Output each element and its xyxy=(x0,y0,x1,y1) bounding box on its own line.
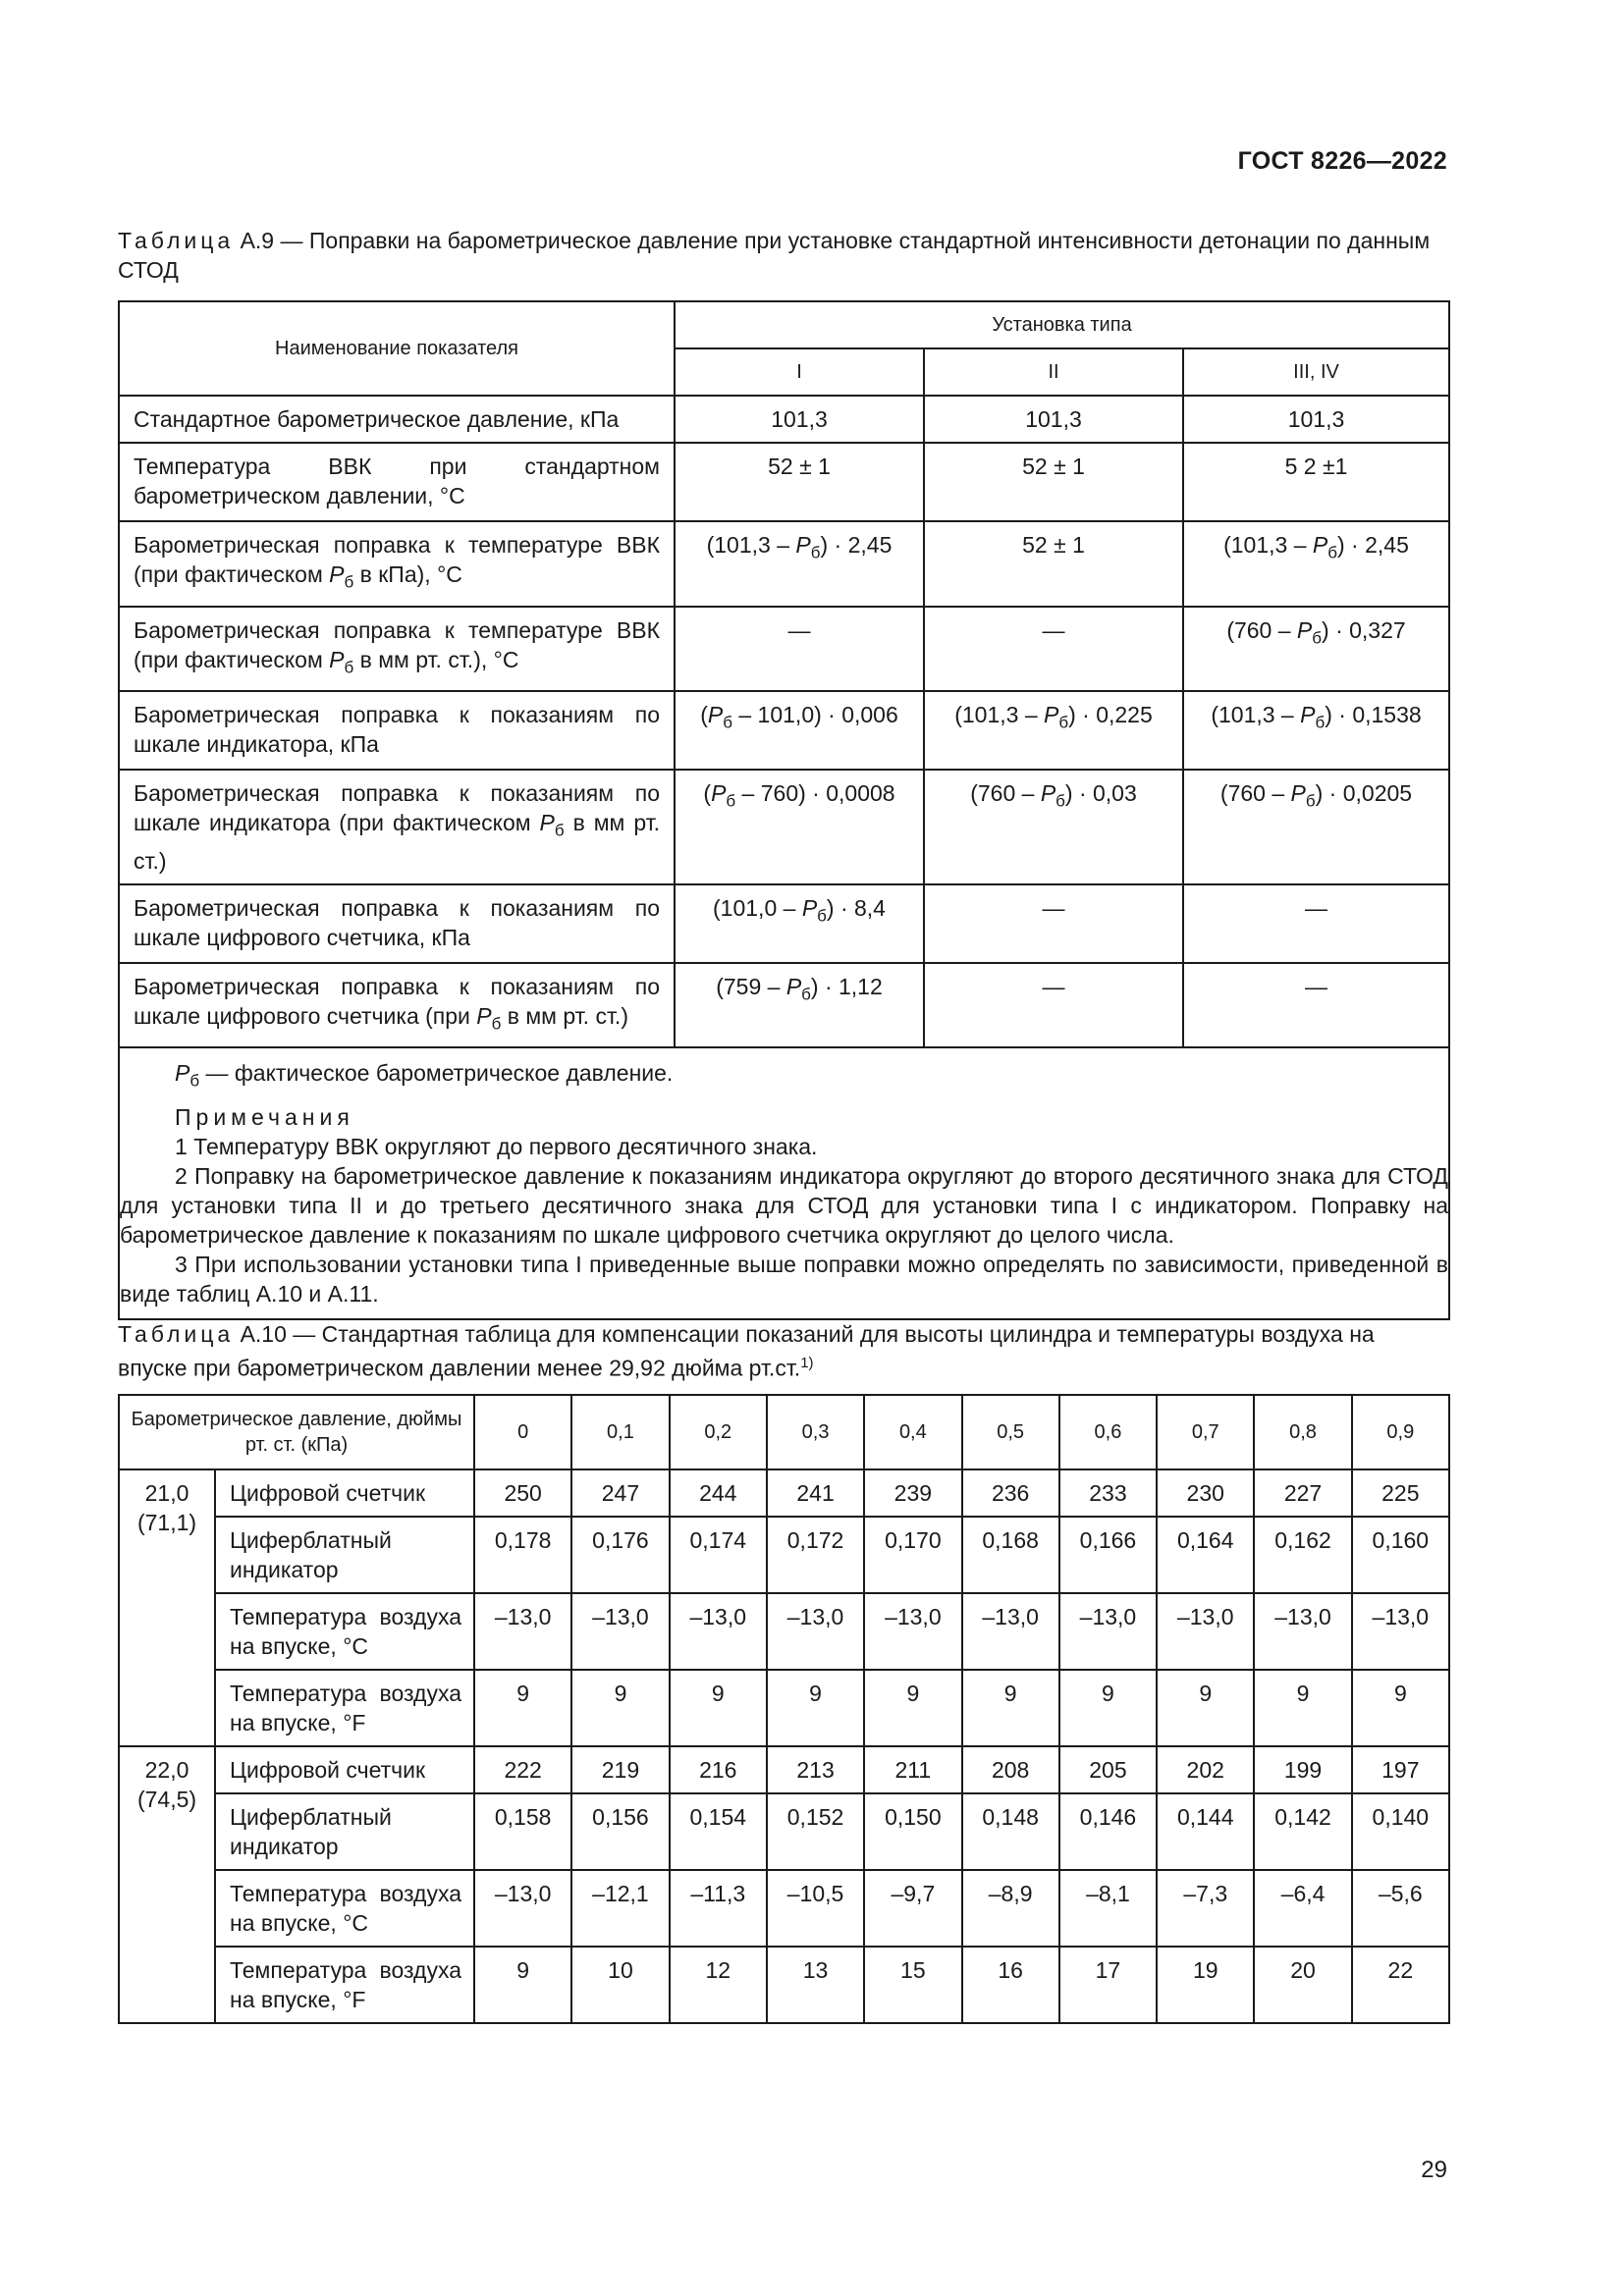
document-id: ГОСТ 8226—2022 xyxy=(1237,147,1447,175)
table-cell: 101,3 xyxy=(675,396,924,443)
table-row xyxy=(119,1746,1449,1793)
table-cell: — xyxy=(924,963,1183,1048)
row-label: Циферблатный индикатор xyxy=(215,1793,474,1870)
table-row xyxy=(119,770,1449,884)
table-cell: 0,162 xyxy=(1254,1517,1351,1593)
table-cell: 0,166 xyxy=(1059,1517,1157,1593)
table-cell: –13,0 xyxy=(962,1593,1059,1670)
table-cell: 0,178 xyxy=(474,1517,571,1593)
table-cell: –13,0 xyxy=(1352,1593,1449,1670)
table-a9-caption-word: Таблица xyxy=(118,228,235,253)
row-label: Температура воздуха на впуске, °F xyxy=(215,1670,474,1746)
table-cell: — xyxy=(1183,963,1449,1048)
table-row xyxy=(119,1870,1449,1947)
table-cell: 52 ± 1 xyxy=(675,443,924,521)
row-label: Цифровой счетчик xyxy=(215,1469,474,1517)
table-cell: 239 xyxy=(864,1469,961,1517)
table-row xyxy=(119,963,1449,1048)
note-item: 3 При использовании установки типа I приведенные выше поправки можно определять по зависимости, приведенной в виде таблиц А.10 и А.11. xyxy=(120,1251,1448,1307)
table-row xyxy=(119,1593,1449,1670)
table-cell: $(760 - P_б) \cdot 0,327$ xyxy=(1183,607,1449,692)
table-cell: 0,154 xyxy=(670,1793,767,1870)
column-header-decimal: 0,3 xyxy=(767,1395,864,1469)
table-cell: 9 xyxy=(1352,1670,1449,1746)
table-cell: –8,9 xyxy=(962,1870,1059,1947)
row-label: Температура воздуха на впуске, °С xyxy=(215,1593,474,1670)
table-cell: 20 xyxy=(1254,1947,1351,2023)
table-cell: –13,0 xyxy=(1157,1593,1254,1670)
table-cell: 101,3 xyxy=(924,396,1183,443)
table-cell: $(101,3 - P_б) \cdot 2,45$ xyxy=(1183,521,1449,607)
page-number: 29 xyxy=(1421,2157,1447,2183)
table-row xyxy=(119,443,1449,521)
table-cell: 0,150 xyxy=(864,1793,961,1870)
table-cell: –8,1 xyxy=(1059,1870,1157,1947)
table-cell: –12,1 xyxy=(571,1870,669,1947)
table-a9-caption-text: А.9 — Поправки на барометрическое давление при установке стандартной интенсивности детонации по данным СТОД xyxy=(118,228,1431,283)
table-cell: — xyxy=(1183,884,1449,963)
table-row xyxy=(119,521,1449,607)
table-cell: — xyxy=(924,884,1183,963)
table-cell: 0,140 xyxy=(1352,1793,1449,1870)
table-cell: 9 xyxy=(670,1670,767,1746)
table-cell: 17 xyxy=(1059,1947,1157,2023)
table-cell: 250 xyxy=(474,1469,571,1517)
table-cell: 0,164 xyxy=(1157,1517,1254,1593)
table-cell: $(101,3 - P_б) \cdot 0,1538$ xyxy=(1183,691,1449,770)
table-cell: 52 ± 1 xyxy=(924,443,1183,521)
row-label: Цифровой счетчик xyxy=(215,1746,474,1793)
column-header-decimal: 0,2 xyxy=(670,1395,767,1469)
table-cell: –13,0 xyxy=(767,1593,864,1670)
table-cell: –13,0 xyxy=(571,1593,669,1670)
table-cell: 211 xyxy=(864,1746,961,1793)
table-a9 xyxy=(118,300,1450,1320)
table-cell: 213 xyxy=(767,1746,864,1793)
table-row xyxy=(119,1793,1449,1870)
table-cell: –13,0 xyxy=(474,1593,571,1670)
table-cell: –10,5 xyxy=(767,1870,864,1947)
table-cell: 233 xyxy=(1059,1469,1157,1517)
table-cell: 199 xyxy=(1254,1746,1351,1793)
table-cell: 9 xyxy=(962,1670,1059,1746)
table-cell: 52 ± 1 xyxy=(924,521,1183,607)
column-header-decimal: 0,4 xyxy=(864,1395,961,1469)
row-label: Температура ВВК при стандартном барометрическом давлении, °С xyxy=(119,443,675,521)
table-cell: 9 xyxy=(474,1947,571,2023)
table-cell: 16 xyxy=(962,1947,1059,2023)
footnote-marker: 1) xyxy=(800,1355,814,1371)
table-cell: 0,146 xyxy=(1059,1793,1157,1870)
column-header-decimal: 0,1 xyxy=(571,1395,669,1469)
table-row xyxy=(119,1469,1449,1517)
column-header-decimal: 0,5 xyxy=(962,1395,1059,1469)
column-header-type: II xyxy=(924,348,1183,396)
table-cell: — xyxy=(924,607,1183,692)
table-a10 xyxy=(118,1394,1450,2024)
row-label: Барометрическая поправка к показаниям по шкале цифрового счетчика (при $P_б$ в мм рт. ст.) xyxy=(119,963,675,1048)
column-header-decimal: 0,6 xyxy=(1059,1395,1157,1469)
table-cell: –9,7 xyxy=(864,1870,961,1947)
table-cell: 0,172 xyxy=(767,1517,864,1593)
table-cell: 9 xyxy=(571,1670,669,1746)
column-header-name: Наименование показателя xyxy=(119,301,675,396)
table-cell: 22 xyxy=(1352,1947,1449,2023)
table-a9-notes xyxy=(119,1047,1449,1319)
table-row xyxy=(119,607,1449,692)
table-cell: –7,3 xyxy=(1157,1870,1254,1947)
table-cell: 9 xyxy=(474,1670,571,1746)
table-a10-caption-text: А.10 — Стандартная таблица для компенсации показаний для высоты цилиндра и температуры воздуха на впуске при барометрическом давлении менее 29,92 дюйма рт.ст. xyxy=(118,1321,1375,1381)
table-cell: 0,152 xyxy=(767,1793,864,1870)
table-cell: –13,0 xyxy=(670,1593,767,1670)
table-cell: 0,174 xyxy=(670,1517,767,1593)
table-cell: 205 xyxy=(1059,1746,1157,1793)
table-cell: 0,176 xyxy=(571,1517,669,1593)
row-label: Барометрическая поправка к показаниям по шкале индикатора (при фактическом $P_б$ в мм рт. ст.) xyxy=(119,770,675,884)
column-header-pressure: Барометрическое давление, дюймы рт. ст. (кПа) xyxy=(119,1395,474,1469)
table-cell: 101,3 xyxy=(1183,396,1449,443)
table-cell: 0,142 xyxy=(1254,1793,1351,1870)
table-cell: 19 xyxy=(1157,1947,1254,2023)
table-a10-caption-word: Таблица xyxy=(118,1321,235,1347)
column-header-decimal: 0 xyxy=(474,1395,571,1469)
table-row xyxy=(119,1670,1449,1746)
table-cell: 230 xyxy=(1157,1469,1254,1517)
table-cell: –11,3 xyxy=(670,1870,767,1947)
column-header-decimal: 0,8 xyxy=(1254,1395,1351,1469)
table-cell: $(760 - P_б) \cdot 0,03$ xyxy=(924,770,1183,884)
table-cell: –13,0 xyxy=(474,1870,571,1947)
table-a10-caption xyxy=(118,1319,1447,1383)
table-cell: 225 xyxy=(1352,1469,1449,1517)
legend-text: $P_б$ — фактическое барометрическое давление. xyxy=(175,1060,674,1091)
table-row xyxy=(119,1947,1449,2023)
table-cell: 0,156 xyxy=(571,1793,669,1870)
table-cell: $(P_б - 101,0) \cdot 0,006$ xyxy=(675,691,924,770)
column-header-group: Установка типа xyxy=(675,301,1449,348)
table-cell: — xyxy=(675,607,924,692)
table-cell: $(101,3 - P_б) \cdot 0,225$ xyxy=(924,691,1183,770)
table-cell: 0,148 xyxy=(962,1793,1059,1870)
table-cell: 219 xyxy=(571,1746,669,1793)
table-cell: 13 xyxy=(767,1947,864,2023)
table-cell: 9 xyxy=(767,1670,864,1746)
column-header-decimal: 0,9 xyxy=(1352,1395,1449,1469)
table-cell: 202 xyxy=(1157,1746,1254,1793)
table-cell: $(P_б - 760) \cdot 0,0008$ xyxy=(675,770,924,884)
table-cell: 247 xyxy=(571,1469,669,1517)
column-header-decimal: 0,7 xyxy=(1157,1395,1254,1469)
table-cell: –13,0 xyxy=(1254,1593,1351,1670)
table-cell: $(101,0 - P_б) \cdot 8,4$ xyxy=(675,884,924,963)
notes-title: Примечания xyxy=(175,1103,354,1130)
row-label: Барометрическая поправка к температуре ВВК (при фактическом $P_б$ в кПа), °С xyxy=(119,521,675,607)
table-row xyxy=(119,884,1449,963)
row-label: Температура воздуха на впуске, °С xyxy=(215,1870,474,1947)
table-cell: 0,158 xyxy=(474,1793,571,1870)
table-cell: 244 xyxy=(670,1469,767,1517)
table-cell: 222 xyxy=(474,1746,571,1793)
table-cell: 9 xyxy=(1157,1670,1254,1746)
table-cell: 0,170 xyxy=(864,1517,961,1593)
table-cell: 208 xyxy=(962,1746,1059,1793)
table-cell: 197 xyxy=(1352,1746,1449,1793)
table-cell: 0,144 xyxy=(1157,1793,1254,1870)
table-cell: 10 xyxy=(571,1947,669,2023)
pressure-group-label: 22,0 (74,5) xyxy=(119,1746,215,2023)
note-item: 2 Поправку на барометрическое давление к показаниям индикатора округляют до второго десятичного знака для СТОД для установки типа II и до третьего десятичного знака для СТОД для установки типа I с индикатором. Поправку на барометрическое давление к показаниям по шкале цифрового счетчика округляют до целого числа. xyxy=(120,1162,1448,1248)
table-cell: 5 2 ±1 xyxy=(1183,443,1449,521)
table-row xyxy=(119,1517,1449,1593)
table-a9-caption xyxy=(118,226,1447,285)
column-header-type: I xyxy=(675,348,924,396)
table-a9-body xyxy=(119,396,1449,1047)
table-cell: –5,6 xyxy=(1352,1870,1449,1947)
table-cell: 241 xyxy=(767,1469,864,1517)
row-label: Температура воздуха на впуске, °F xyxy=(215,1947,474,2023)
row-label: Барометрическая поправка к показаниям по шкале индикатора, кПа xyxy=(119,691,675,770)
row-label: Стандартное барометрическое давление, кПа xyxy=(119,396,675,443)
table-a10-body xyxy=(119,1469,1449,2023)
table-cell: 9 xyxy=(864,1670,961,1746)
table-cell: $(759 - P_б) \cdot 1,12$ xyxy=(675,963,924,1048)
table-cell: 12 xyxy=(670,1947,767,2023)
column-header-type: III, IV xyxy=(1183,348,1449,396)
table-cell: –13,0 xyxy=(864,1593,961,1670)
table-cell: –6,4 xyxy=(1254,1870,1351,1947)
table-cell: 9 xyxy=(1059,1670,1157,1746)
table-row xyxy=(119,396,1449,443)
row-label: Барометрическая поправка к показаниям по шкале цифрового счетчика, кПа xyxy=(119,884,675,963)
table-cell: –13,0 xyxy=(1059,1593,1157,1670)
note-item: 1 Температуру ВВК округляют до первого десятичного знака. xyxy=(175,1133,818,1159)
table-cell: 0,160 xyxy=(1352,1517,1449,1593)
table-cell: 15 xyxy=(864,1947,961,2023)
row-label: Циферблатный индикатор xyxy=(215,1517,474,1593)
row-label: Барометрическая поправка к температуре ВВК (при фактическом $P_б$ в мм рт. ст.), °С xyxy=(119,607,675,692)
table-cell: 236 xyxy=(962,1469,1059,1517)
table-cell: 0,168 xyxy=(962,1517,1059,1593)
table-row xyxy=(119,691,1449,770)
table-cell: 216 xyxy=(670,1746,767,1793)
table-cell: 9 xyxy=(1254,1670,1351,1746)
table-cell: $(101,3 - P_б) \cdot 2,45$ xyxy=(675,521,924,607)
table-cell: $(760 - P_б) \cdot 0,0205$ xyxy=(1183,770,1449,884)
table-cell: 227 xyxy=(1254,1469,1351,1517)
pressure-group-label: 21,0 (71,1) xyxy=(119,1469,215,1746)
